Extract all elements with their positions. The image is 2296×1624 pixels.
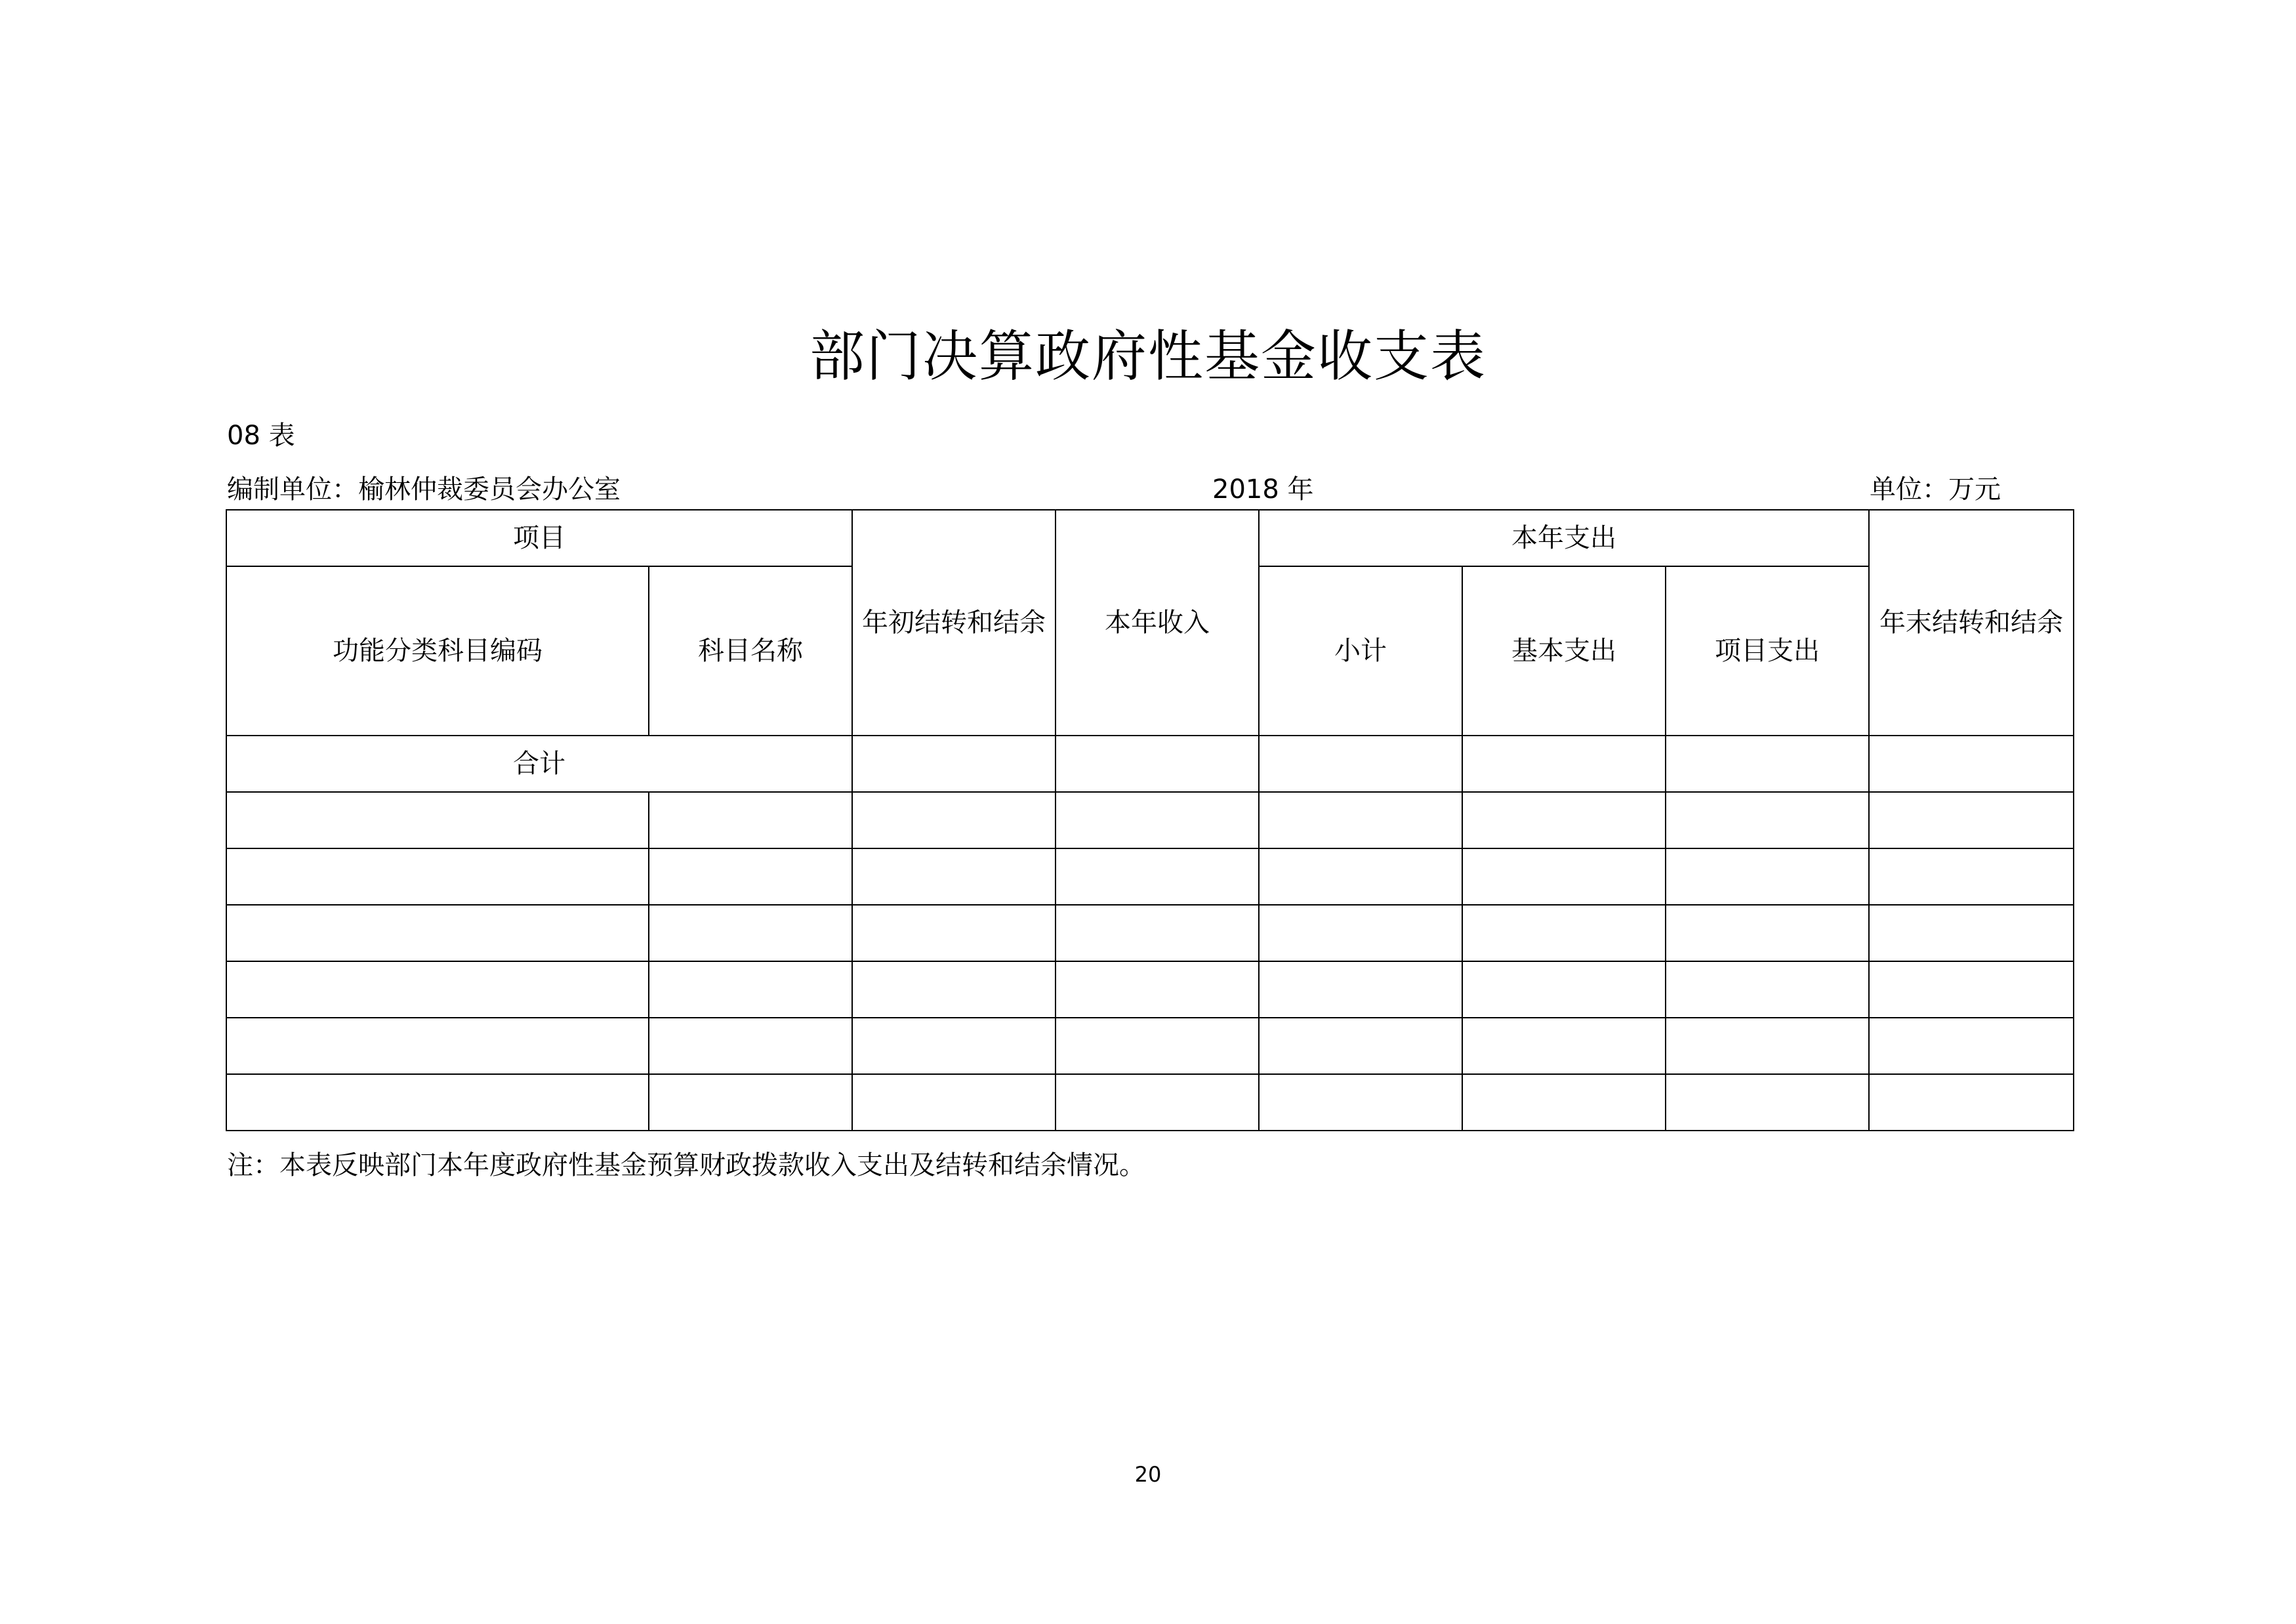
table-row [226, 1074, 2074, 1131]
total-cell [1056, 736, 1259, 792]
table-cell [1259, 905, 1462, 961]
table-cell [852, 1018, 1056, 1074]
table-cell [1666, 1074, 1869, 1131]
table-cell [1056, 792, 1259, 848]
table-cell [649, 848, 852, 905]
table-cell [649, 905, 852, 961]
table-cell [1259, 848, 1462, 905]
total-label: 合计 [226, 736, 852, 792]
header-closing-balance: 年末结转和结余 [1869, 510, 2074, 736]
table-cell [1259, 1018, 1462, 1074]
total-row [226, 736, 2074, 792]
table-cell [1869, 961, 2074, 1018]
table-cell [649, 961, 852, 1018]
table-row [226, 961, 2074, 1018]
table-cell [1056, 905, 1259, 961]
table-cell [1869, 792, 2074, 848]
table-cell [852, 961, 1056, 1018]
total-cell [1666, 736, 1869, 792]
table-cell [1869, 905, 2074, 961]
page-title: 部门决算政府性基金收支表 [809, 324, 1486, 388]
total-cell [852, 736, 1056, 792]
table-cell [649, 1074, 852, 1131]
table-note: 注：本表反映部门本年度政府性基金预算财政拨款收入支出及结转和结余情况。 [227, 1150, 1145, 1180]
table-cell [1259, 1074, 1462, 1131]
total-cell [1462, 736, 1666, 792]
table-cell [1056, 961, 1259, 1018]
header-project-expenditure: 项目支出 [1666, 566, 1869, 736]
table-cell [1462, 905, 1666, 961]
table-cell [852, 792, 1056, 848]
header-opening-balance [852, 510, 1056, 736]
table-cell [1462, 1074, 1666, 1131]
table-number: 08 表 [227, 421, 295, 451]
compiling-unit: 编制单位：榆林仲裁委员会办公室 [227, 474, 621, 505]
total-cell [1869, 736, 2074, 792]
table-cell [852, 1074, 1056, 1131]
fund-table [226, 509, 2074, 1131]
header-opening-balance-label: 年初结转和结余 [862, 608, 1046, 638]
header-subtotal: 小计 [1259, 566, 1462, 736]
table-cell [852, 905, 1056, 961]
table-cell [1666, 848, 1869, 905]
table-row [226, 792, 2074, 848]
header-function-code: 功能分类科目编码 [226, 566, 649, 736]
header-basic-expenditure: 基本支出 [1462, 566, 1666, 736]
table-cell [1462, 848, 1666, 905]
total-cell [1259, 736, 1462, 792]
table-cell [1056, 848, 1259, 905]
table-cell [1259, 792, 1462, 848]
table-cell [649, 792, 852, 848]
table-cell [1462, 961, 1666, 1018]
table-cell [1666, 961, 1869, 1018]
header-subject-name: 科目名称 [649, 566, 852, 736]
table-cell [1666, 905, 1869, 961]
header-project: 项目 [226, 510, 852, 566]
table-cell [226, 961, 649, 1018]
table-cell [226, 848, 649, 905]
page-number: 20 [1134, 1462, 1162, 1487]
header-row-1 [226, 510, 2074, 566]
table-cell [226, 1074, 649, 1131]
table-cell [1869, 1018, 2074, 1074]
table-cell [1462, 792, 1666, 848]
table-row [226, 905, 2074, 961]
table-cell [1056, 1018, 1259, 1074]
report-year: 2018 年 [1212, 474, 1314, 505]
table-cell [1666, 1018, 1869, 1074]
table-cell [1869, 1074, 2074, 1131]
table-cell [649, 1018, 852, 1074]
table-cell [226, 792, 649, 848]
header-current-expenditure: 本年支出 [1259, 510, 1869, 566]
table-cell [852, 848, 1056, 905]
table-row [226, 1018, 2074, 1074]
table-cell [1259, 961, 1462, 1018]
table-cell [1462, 1018, 1666, 1074]
table-cell [1056, 1074, 1259, 1131]
table-cell [1869, 848, 2074, 905]
table-cell [226, 1018, 649, 1074]
money-unit: 单位：万元 [1870, 474, 2001, 505]
table-cell [1666, 792, 1869, 848]
table-cell [226, 905, 649, 961]
table-row [226, 848, 2074, 905]
header-current-income: 本年收入 [1056, 510, 1259, 736]
